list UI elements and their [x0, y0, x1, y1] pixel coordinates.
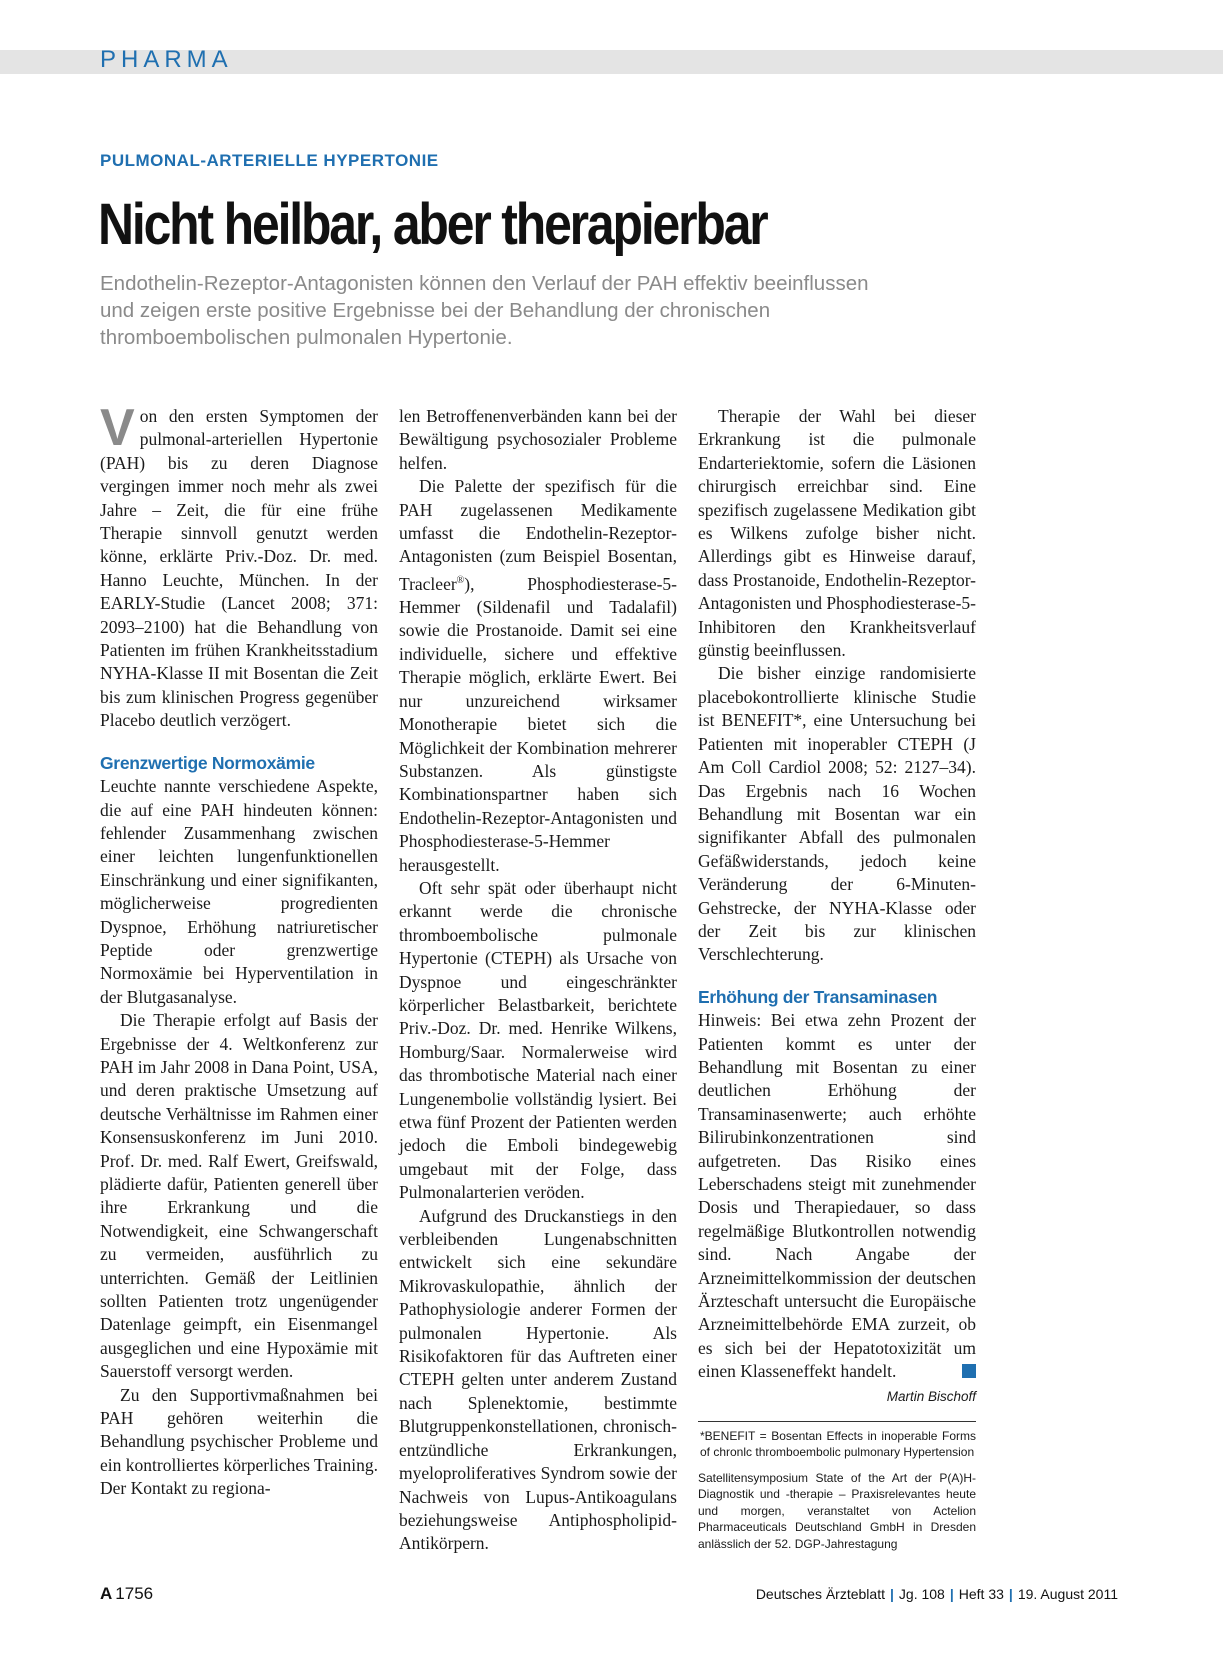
- separator: |: [889, 1586, 894, 1602]
- separator: |: [1008, 1586, 1013, 1602]
- author-name: Martin Bischoff: [886, 1388, 976, 1404]
- article-column-2: [399, 405, 677, 1556]
- paragraph: Oft sehr spät oder überhaupt nicht erkannt werde die chronische thromboembolische pulmonale Hypertonie (CTEPH) als Ursache von Dyspnoe und eingeschränkter körperlicher Belastbarkeit, berichtete Priv.-Doz. Dr. med. Henrike Wilkens, Homburg/Saar. Normalerweise wird das thrombotische Material nach einer Lungenembolie vollständig lysiert. Bei etwa fünf Prozent der Patienten werden jedoch die Emboli bindegewebig umgebaut mit der Folge, dass Pulmonalarterien veröden.: [399, 877, 677, 1203]
- article-title: Nicht heilbar, aber therapierbar: [98, 192, 767, 257]
- article-kicker: PULMONAL-ARTERIELLE HYPERTONIE: [100, 151, 439, 170]
- journal-date: 19. August 2011: [1017, 1586, 1118, 1602]
- page-number: [100, 1584, 153, 1604]
- paragraph: Zu den Supportivmaßnahmen bei PAH gehören weiterhin die Behandlung psychischer Probleme und ein kontrolliertes körperliches Training. Der Kontakt zu regiona-: [100, 1384, 379, 1499]
- subheading: Erhöhung der Transaminasen: [698, 986, 938, 1007]
- paragraph: Therapie der Wahl bei dieser Erkrankung ist die pulmonale Endarteriektomie, sofern die Läsionen chirurgisch erreichbar sind. Eine spezifisch zugelassene Medikation gibt es Wilkens zufolge bisher nicht. Allerdings gibt es Hinweise darauf, dass Prostanoide, Endothelin-Rezeptor-Antagonisten und Phosphodiesterase-5-Inhibitoren den Krankheitsverlauf günstig beeinflussen.: [698, 406, 977, 661]
- article-column-3: [698, 405, 976, 1552]
- article-lead: Endothelin-Rezeptor-Antagonisten können den Verlauf der PAH effektiv beeinflussen und zeigen erste positive Ergebnisse bei der Behandlung der chronischen thromboembolischen pulmonalen Hypertonie.: [100, 272, 869, 349]
- symposium-note: Satellitensymposium State of the Art der P(A)H-Diagnostik und -therapie – Praxisrelevantes heute und morgen, veranstaltet von Actelion Pharmaceuticals Deutschland GmbH in Dresden anlässlich der 52. DGP-Jahrestagung: [698, 1470, 976, 1551]
- paragraph: [399, 475, 677, 877]
- footnote: *BENEFIT = Bosentan Effects in inoperable Forms of chronlc thromboembolic pulmonary Hypertension: [700, 1428, 976, 1460]
- registered-mark: ®: [456, 574, 465, 586]
- article-column-1: [100, 399, 379, 1501]
- paragraph-text: on den ersten Symptomen der pulmonal-arteriellen Hypertonie (PAH) bis zu deren Diagnose vergingen immer noch mehr als zwei Jahre – Zeit, die für eine frühe Therapie sinnvoll genutzt werden könne, erklärte Priv.-Doz. Dr. med. Hanno Leuchte, München. In der EARLY-Studie (Lancet 2008; 371: 2093–2100) hat die Behandlung von Patienten im frühen Krankheitsstadium NYHA-Klasse II mit Bosentan die Zeit bis zum klinischen Progress gegenüber Placebo deutlich verzögert.: [100, 406, 378, 731]
- paragraph: [100, 399, 378, 733]
- paragraph-text: Die Palette der spezifisch für die PAH zugelassenen Medikamente umfasst die Endothelin-Rezeptor-Antagonisten (zum Beispiel Bosentan, Tracleer: [399, 476, 677, 594]
- page-prefix: A: [100, 1584, 113, 1603]
- section-label: PHARMA: [100, 46, 233, 73]
- journal-name: Deutsches Ärzteblatt: [755, 1586, 885, 1602]
- paragraph: Die Therapie erfolgt auf Basis der Ergebnisse der 4. Weltkonferenz zur PAH im Jahr 2008 in Dana Point, USA, und deren praktische Umsetzung auf deutsche Verhältnisse im Rahmen einer Konsensuskonferenz im Juni 2010. Prof. Dr. med. Ralf Ewert, Greifswald, plädierte dafür, Patienten generell über ihre Erkrankung und die Notwendigkeit, eine Schwangerschaft zu vermeiden, ausführlich zu unterrichten. Gemäß der Leitlinien sollten Patienten trotz ungenügender Datenlage geimpft, ein Eisenmangel ausgeglichen und eine Hypoxämie mit Sauerstoff versorgt werden.: [100, 1010, 378, 1382]
- page-number-value: 1756: [115, 1584, 154, 1603]
- paragraph: Aufgrund des Druckanstiegs in den verbleibenden Lungenabschnitten entwickelt sich eine sekundäre Mikrovaskulopathie, ähnlich der Pathophysiologie anderer Formen der pulmonalen Hypertonie. Als Risikofaktoren für das Auftreten einer CTEPH gelten unter anderem Zustand nach Splenektomie, bestimmte Blutgruppenkonstellationen, chronisch-entzündliche Erkrankungen, myeloproliferatives Syndrom sowie der Nachweis von Lupus-Antikoagulans beziehungsweise Antiphospholipid-Antikörpern.: [399, 1205, 677, 1554]
- paragraph-text: Hinweis: Bei etwa zehn Prozent der Patienten kommt es unter der Behandlung mit Bosentan zu einer deutlichen Erhöhung der Transaminasenwerte; auch erhöhte Bilirubinkonzentrationen sind aufgetreten. Das Risiko eines Leberschadens steigt mit zunehmender Dosis und Therapiedauer, so dass regelmäßige Blutkontrollen notwendig sind. Nach Angabe der Arzneimittelkommission der deutschen Ärzteschaft untersucht die Europäische Arzneimittelbehörde EMA zurzeit, ob es sich bei der Hepatotoxizität um einen Klasseneffekt handelt.: [698, 1010, 976, 1382]
- paragraph: [698, 1009, 976, 1384]
- subheading: Grenzwertige Normoxämie: [100, 752, 315, 773]
- paragraph: len Betroffenenverbänden kann bei der Bewältigung psychosozialer Probleme helfen.: [399, 406, 677, 473]
- journal-volume: Jg. 108: [898, 1586, 945, 1602]
- paragraph: Die bisher einzige randomisierte placebokontrollierte klinische Studie ist BENEFIT*, eine Untersuchung bei Patienten mit inoperabler CTEPH (J Am Coll Cardiol 2008; 52: 2127–34). Das Ergebnis nach 16 Wochen Behandlung mit Bosentan war ein signifikanter Abfall des pulmonalen Gefäßwiderstands, jedoch keine Veränderung der 6-Minuten-Gehstrecke, der NYHA-Klasse oder der Zeit bis zur klinischen Verschlechterung.: [698, 663, 976, 965]
- dropcap: V: [100, 399, 135, 457]
- journal-issue: Heft 33: [958, 1586, 1004, 1602]
- end-mark-icon: [962, 1364, 976, 1378]
- paragraph: Leuchte nannte verschiedene Aspekte, die auf eine PAH hindeuten können: fehlender Zusammenhang zwischen einer leichten lungenfunktionellen Einschränkung und einer signifikanten, möglicherweise progredienten Dyspnoe, Erhöhung natriuretischer Peptide oder grenzwertige Normoxämie bei Hyperventilation in der Blutgasanalyse.: [100, 776, 378, 1007]
- paragraph-text: ), Phosphodiesterase-5-Hemmer (Sildenafil und Tadalafil) sowie die Prostanoide. Damit sei eine individuelle, sichere und effektive Therapie möglich, erklärte Ewert. Bei nur unzureichend wirksamer Monotherapie bietet sich die Möglichkeit der Kombination mehrerer Substanzen. Als günstigste Kombinationspartner haben sich Endothelin-Rezeptor-Antagonisten und Phosphodiesterase-5-Hemmer herausgestellt.: [399, 573, 677, 875]
- separator: |: [949, 1586, 954, 1602]
- divider: [698, 1421, 976, 1422]
- journal-footer: [756, 1586, 1118, 1602]
